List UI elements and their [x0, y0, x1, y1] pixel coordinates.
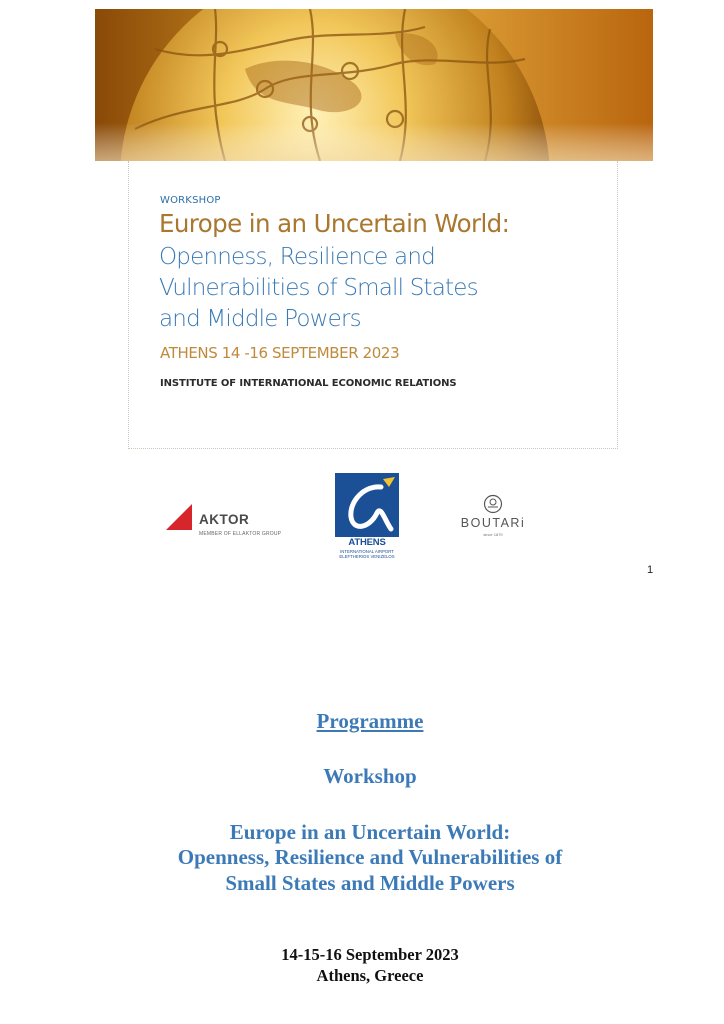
- programme-title-line: Europe in an Uncertain World:: [229, 820, 511, 844]
- programme-heading: Programme: [316, 709, 424, 733]
- programme-title-line: Openness, Resilience and Vulnerabilities of: [177, 845, 563, 869]
- cover-kicker: WORKSHOP: [160, 195, 221, 206]
- programme-title-line: Small States and Middle Powers: [225, 871, 515, 895]
- page-number: 1: [647, 564, 654, 576]
- cover-dates: ATHENS 14 -16 SEPTEMBER 2023: [160, 344, 400, 362]
- athens-sub: INTERNATIONAL AIRPORT: [340, 549, 394, 554]
- athens-sub: ELEFTHERIOS VENIZELOS: [339, 554, 395, 559]
- cover-subtitle-line: Vulnerabilities of Small States: [159, 275, 478, 301]
- aktor-sub: MEMBER OF ELLAKTOR GROUP: [199, 531, 282, 537]
- cover-subtitle-line: Openness, Resilience and: [159, 244, 435, 270]
- programme-location: Athens, Greece: [316, 966, 424, 985]
- cover-subtitle-line: and Middle Powers: [159, 306, 361, 332]
- aktor-logo: [166, 502, 296, 542]
- boutari-name: BOUTARi: [460, 516, 526, 530]
- workshop-heading: Workshop: [323, 764, 417, 788]
- athens-emblem: [335, 473, 399, 537]
- programme-date: 14-15-16 September 2023: [281, 945, 459, 964]
- aktor-name: AKTOR: [199, 512, 250, 527]
- boutari-logo: [452, 494, 534, 540]
- aktor-triangle-icon: [166, 504, 194, 530]
- airport-alpha-icon: [335, 473, 399, 537]
- cover-card: [128, 161, 618, 449]
- athens-airport-logo: [335, 473, 399, 561]
- cover-institute: INSTITUTE OF INTERNATIONAL ECONOMIC RELATIONS: [160, 378, 457, 389]
- banner-globe-image: [95, 9, 653, 161]
- boutari-since: since 1879: [483, 532, 503, 537]
- athens-name: ATHENS: [348, 537, 386, 548]
- cover-title: Europe in an Uncertain World:: [159, 209, 510, 238]
- boutari-emblem-icon: [483, 494, 503, 514]
